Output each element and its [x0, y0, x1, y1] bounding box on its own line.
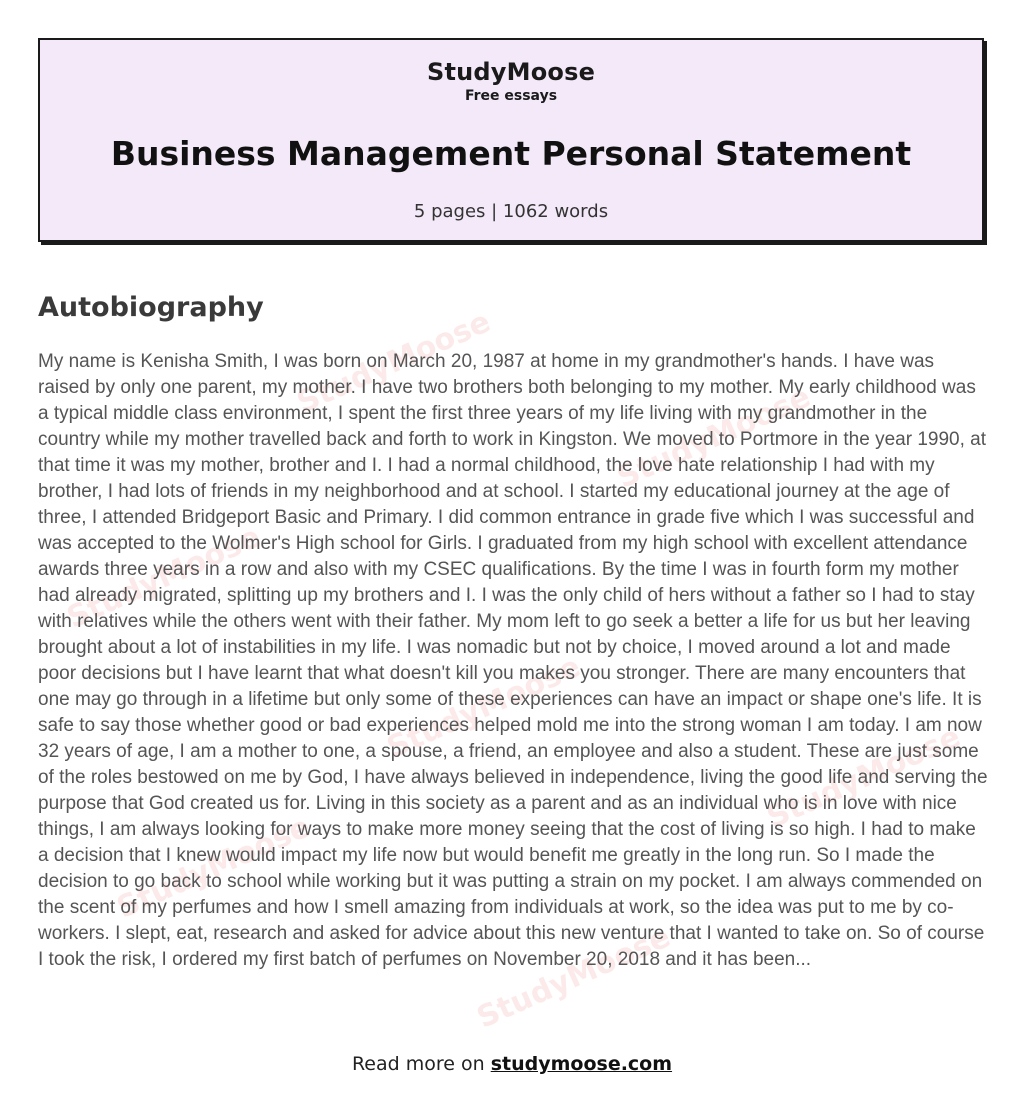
brand-logo: StudyMoose [426, 58, 596, 86]
document-header [38, 38, 984, 242]
watermark: StudyMoose [61, 519, 266, 636]
document-title: Business Management Personal Statement [110, 134, 912, 173]
read-more-label: Read more on [351, 1053, 485, 1075]
section-heading: Autobiography [38, 292, 264, 323]
essay-paragraph: My name is Kenisha Smith, I was born on March 20, 1987 at home in my grandmother's hands. I have was raised by only one parent, my mother. I have two brothers both belonging to my mother. My early childhood was a typical middle class environment, I spent the first three years of my life living with my grandmother in the country while my mother travelled back and forth to work in Kingston. We moved to Portmore in the year 1990, at that time it was my mother, brother and I. I had a normal childhood, the love hate relationship I had with my brother, I had lots of friends in my neighborhood and at school. I started my educational journey at the age of three, I attended Bridgeport Basic and Primary. I did common entrance in grade five which I was successful and was accepted to the Wolmer's High school for Girls. I graduated from my high school with excellent attendance awards three years in a row and also with my CSEC qualifications. By the time I was in fourth form my mother had already migrated, splitting up my brothers and I. I was the only child of hers without a father so I had to stay with relatives while the others went with their father. My mom left to go seek a better a life for us but her leaving brought about a lot of instabilities in my life. I was nomadic but not by choice, I moved around a lot and made poor decisions but I have learnt that what doesn't kill you makes you stronger. There are many encounters that one may go through in a lifetime but only some of these experiences can have an impact or shape one's life. It is safe to say those whether good or bad experiences helped mold me into the strong woman I am today. I am now 32 years of age, I am a mother to one, a spouse, a friend, an employee and also a student. These are just some of the roles bestowed on me by God, I have always believed in independence, living the good life and serving the purpose that God created us for. Living in this society as a parent and as an individual who is in love with nice things, I am always looking for ways to make more money seeing that the cost of living is so high. I had to make a decision that I knew would impact my life now but would benefit me greatly in the long run. So I made the decision to go back to school while working but it was putting a strain on my pocket. I am always commended on the scent of my perfumes and how I smell amazing from individuals at work, so the idea was put to me by co-workers. I slept, eat, research and asked for advice about this new venture that I wanted to take on. So of course I took the risk, I ordered my first batch of perfumes on November 20, 2018 and it has been... [38, 351, 988, 970]
watermark: StudyMoose [291, 304, 496, 421]
watermark: StudyMoose [111, 809, 316, 926]
watermark: StudyMoose [471, 919, 676, 1036]
watermark: StudyMoose [611, 379, 816, 496]
watermark: StudyMoose [381, 649, 586, 766]
document-meta: 5 pages | 1062 words [413, 201, 609, 222]
brand-tagline: Free essays [464, 88, 558, 104]
studymoose-link[interactable]: studymoose.com [490, 1053, 673, 1075]
read-more-footer [0, 1053, 1024, 1075]
watermark: StudyMoose [761, 719, 966, 836]
